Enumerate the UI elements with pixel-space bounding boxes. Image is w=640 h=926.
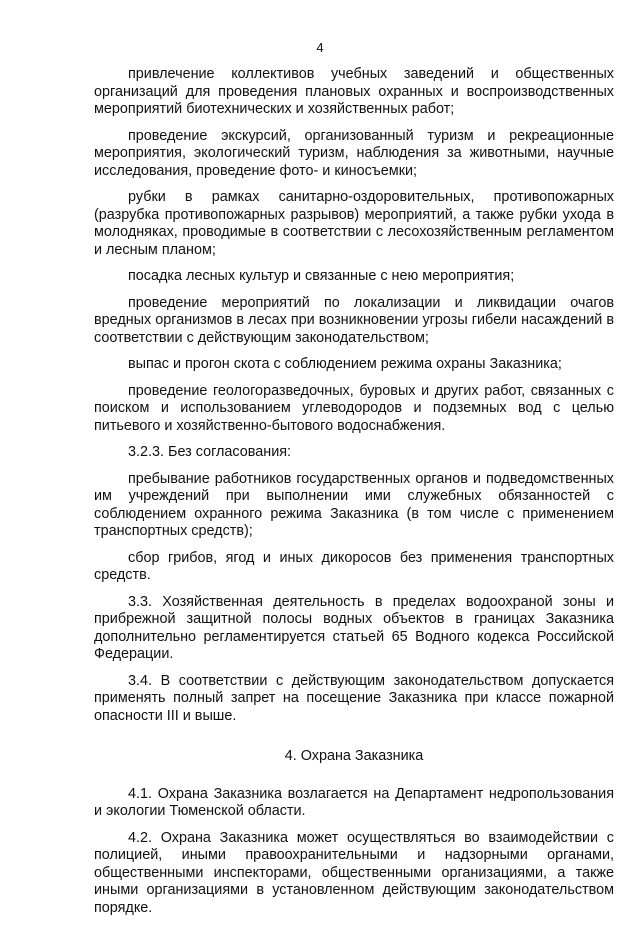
paragraph: посадка лесных культур и связанные с нею мероприятия;	[128, 268, 515, 284]
paragraph: 3.4. В соответствии с действующим законодательством допускается применять полный запрет на посещение Заказника при классе пожарной опасности III и выше.	[94, 672, 614, 724]
section-heading: 4. Охрана Заказника	[284, 748, 424, 764]
paragraph: 3.2.3. Без согласования:	[128, 444, 292, 460]
paragraph: проведение экскурсий, организованный туризм и рекреационные мероприятия, экологический туризм, наблюдения за животными, научные исследования, проведение фото- и киносъемки;	[94, 127, 614, 179]
page-number: 4	[316, 40, 324, 55]
paragraph: 3.3. Хозяйственная деятельность в пределах водоохраной зоны и прибрежной защитной полосы водных объектов в границах Заказника дополнительно регламентируется статьей 65 Водного кодекса Российской Федерации.	[94, 593, 614, 662]
paragraph: 4.2. Охрана Заказника может осуществляться во взаимодействии с полицией, иными правоохранительными и надзорными органами, общественными инспекторами, общественными организациями, а также иными организациями в установленном действующим законодательством порядке.	[94, 829, 614, 916]
paragraph: рубки в рамках санитарно-оздоровительных, противопожарных (разрубка противопожарных разрывов) мероприятий, а также рубки ухода в молодняках, проводимые в соответствии с лесохозяйственным регламентом и лесным планом;	[94, 189, 614, 258]
paragraph: проведение мероприятий по локализации и ликвидации очагов вредных организмов в лесах при возникновении угрозы гибели насаждений в соответствии с действующим законодательством;	[94, 294, 614, 346]
paragraph: проведение геологоразведочных, буровых и других работ, связанных с поиском и использованием углеводородов и подземных вод с целью питьевого и хозяйственно-бытового водоснабжения.	[94, 382, 614, 434]
paragraph: сбор грибов, ягод и иных дикоросов без применения транспортных средств.	[94, 549, 614, 583]
paragraph: выпас и прогон скота с соблюдением режима охраны Заказника;	[128, 356, 562, 372]
paragraph: пребывание работников государственных органов и подведомственных им учреждений при выполнении ими служебных обязанностей с соблюдением охранного режима Заказника (в том числе с применением транспортных средств);	[94, 470, 614, 539]
document-body	[94, 66, 614, 926]
paragraph: 4.1. Охрана Заказника возлагается на Департамент недропользования и экологии Тюменской области.	[94, 785, 614, 819]
paragraph: привлечение коллективов учебных заведений и общественных организаций для проведения плановых охранных и воспроизводственных мероприятий биотехнических и хозяйственных работ;	[94, 66, 614, 117]
